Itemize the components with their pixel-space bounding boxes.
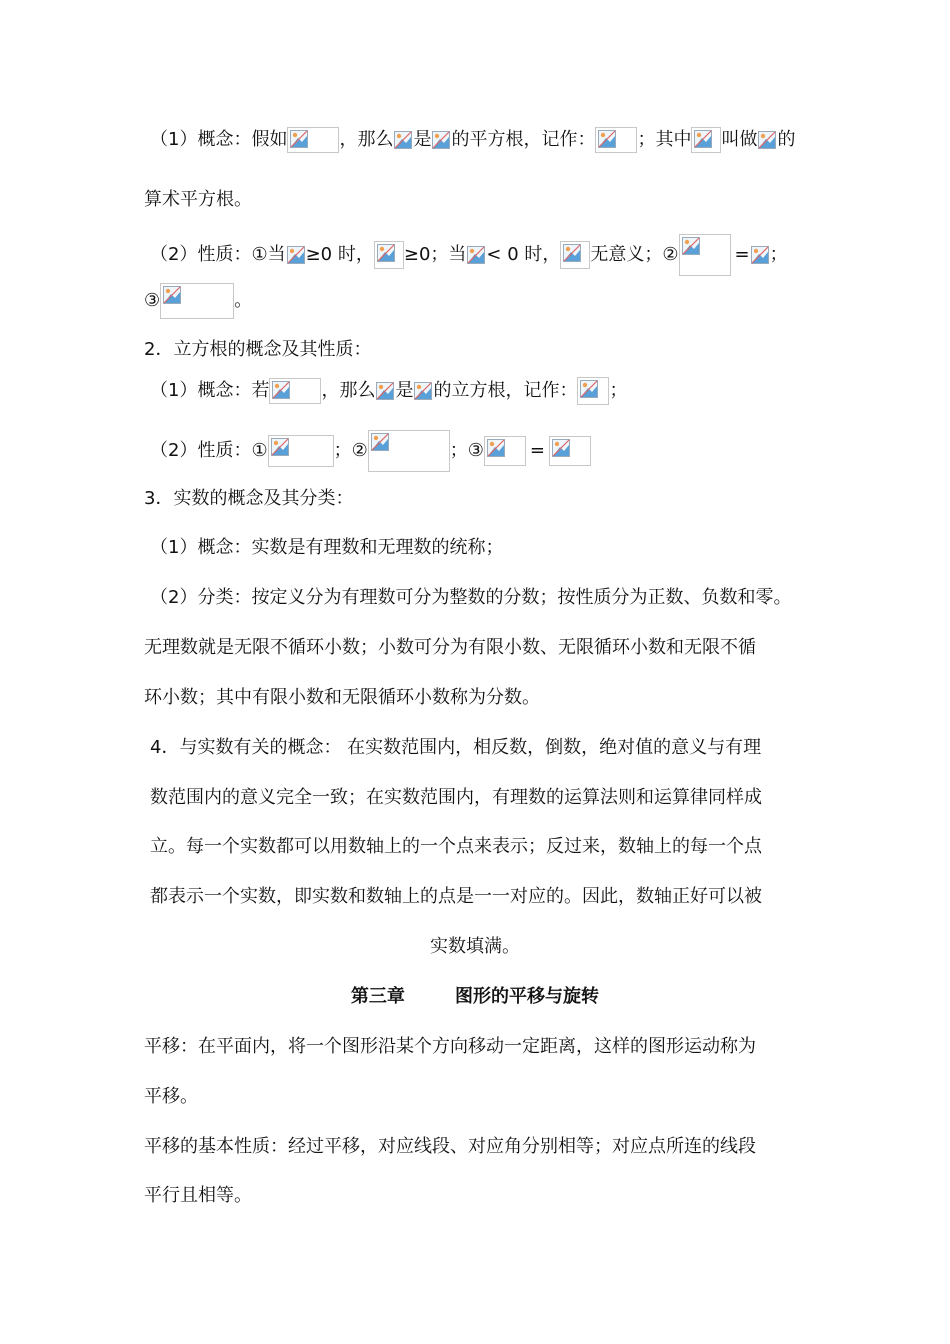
broken-image-icon — [286, 245, 306, 265]
sec4-line-3: 立。每一个实数都可以用数轴上的一个点来表示；反过来，数轴上的每一个点 — [150, 836, 762, 857]
text: = — [734, 244, 750, 265]
text: 叫做 — [721, 129, 758, 150]
sec3-classification-3: 环小数；其中有限小数和无限循环小数称为分数。 — [144, 687, 540, 708]
sec1-concept-line — [150, 127, 795, 153]
text: ； — [609, 380, 628, 401]
text: 的立方根，记作： — [433, 380, 578, 401]
translation-property-2: 平行且相等。 — [144, 1185, 252, 1206]
text: 无意义；② — [590, 244, 679, 265]
broken-image-icon — [466, 245, 486, 265]
sec1-concept-continued: 算术平方根。 — [144, 189, 252, 210]
broken-image-icon — [431, 130, 451, 150]
broken-image-icon — [160, 283, 234, 319]
broken-image-icon — [393, 130, 413, 150]
broken-image-icon — [368, 430, 450, 472]
sec4-line-4: 都表示一个实数，即实数和数轴上的点是一一对应的。因此，数轴正好可以被 — [150, 886, 762, 907]
broken-image-icon — [595, 127, 637, 153]
text: ；其中 — [637, 129, 692, 150]
text: （1）概念：假如 — [150, 129, 288, 150]
sec1-property-line-3 — [144, 283, 252, 319]
broken-image-icon — [549, 436, 591, 466]
broken-image-icon — [269, 378, 321, 404]
broken-image-icon — [757, 130, 777, 150]
sec4-line-2: 数范围内的意义完全一致；在实数范围内，有理数的运算法则和运算律同样成 — [150, 787, 762, 808]
chapter-title: 第三章 图形的平移与旋转 — [350, 986, 600, 1007]
broken-image-icon — [750, 245, 770, 265]
sec4-line-5: 实数填满。 — [430, 936, 520, 957]
broken-image-icon — [691, 127, 721, 153]
sec2-title: 2．立方根的概念及其性质： — [144, 339, 372, 360]
broken-image-icon — [374, 241, 404, 269]
broken-image-icon — [268, 435, 334, 467]
text: < 0 时， — [486, 244, 561, 265]
text: ；③ — [449, 440, 484, 461]
text: ③ — [144, 290, 161, 311]
translation-definition-1: 平移：在平面内，将一个图形沿某个方向移动一定距离，这样的图形运动称为 — [144, 1036, 756, 1057]
text: （2）性质：①当 — [150, 244, 286, 265]
broken-image-icon — [375, 381, 395, 401]
sec2-concept-line — [150, 377, 627, 405]
broken-image-icon — [560, 241, 590, 269]
text: 是 — [413, 129, 432, 150]
broken-image-icon — [413, 381, 433, 401]
sec1-property-line — [150, 234, 788, 276]
translation-definition-2: 平移。 — [144, 1086, 198, 1107]
text: 的平方根，记作： — [451, 129, 596, 150]
sec2-property-line — [150, 430, 591, 472]
text: ，那么 — [321, 380, 376, 401]
broken-image-icon — [577, 377, 609, 405]
sec3-title: 3．实数的概念及其分类： — [144, 488, 354, 509]
sec3-classification-1: （2）分类：按定义分为有理数可分为整数的分数；按性质分为正数、负数和零。 — [150, 587, 792, 608]
text: 是 — [395, 380, 414, 401]
broken-image-icon — [679, 234, 731, 276]
broken-image-icon — [484, 436, 526, 466]
text: ；② — [333, 440, 368, 461]
text: = — [529, 440, 545, 461]
translation-property-1: 平移的基本性质：经过平移，对应线段、对应角分别相等；对应点所连的线段 — [144, 1136, 756, 1157]
broken-image-icon — [287, 127, 339, 153]
text: ； — [769, 244, 788, 265]
text: ≥0 时， — [305, 244, 374, 265]
text: ≥0；当 — [403, 244, 467, 265]
sec3-concept: （1）概念：实数是有理数和无理数的统称； — [150, 537, 504, 558]
text: 的 — [777, 129, 796, 150]
text: （2）性质：① — [150, 440, 268, 461]
text: 。 — [234, 290, 253, 311]
sec3-classification-2: 无理数就是无限不循环小数；小数可分为有限小数、无限循环小数和无限不循 — [144, 637, 756, 658]
text: （1）概念：若 — [150, 380, 270, 401]
sec4-line-1: 4．与实数有关的概念： 在实数范围内，相反数，倒数，绝对值的意义与有理 — [150, 737, 762, 758]
text: ，那么 — [339, 129, 394, 150]
